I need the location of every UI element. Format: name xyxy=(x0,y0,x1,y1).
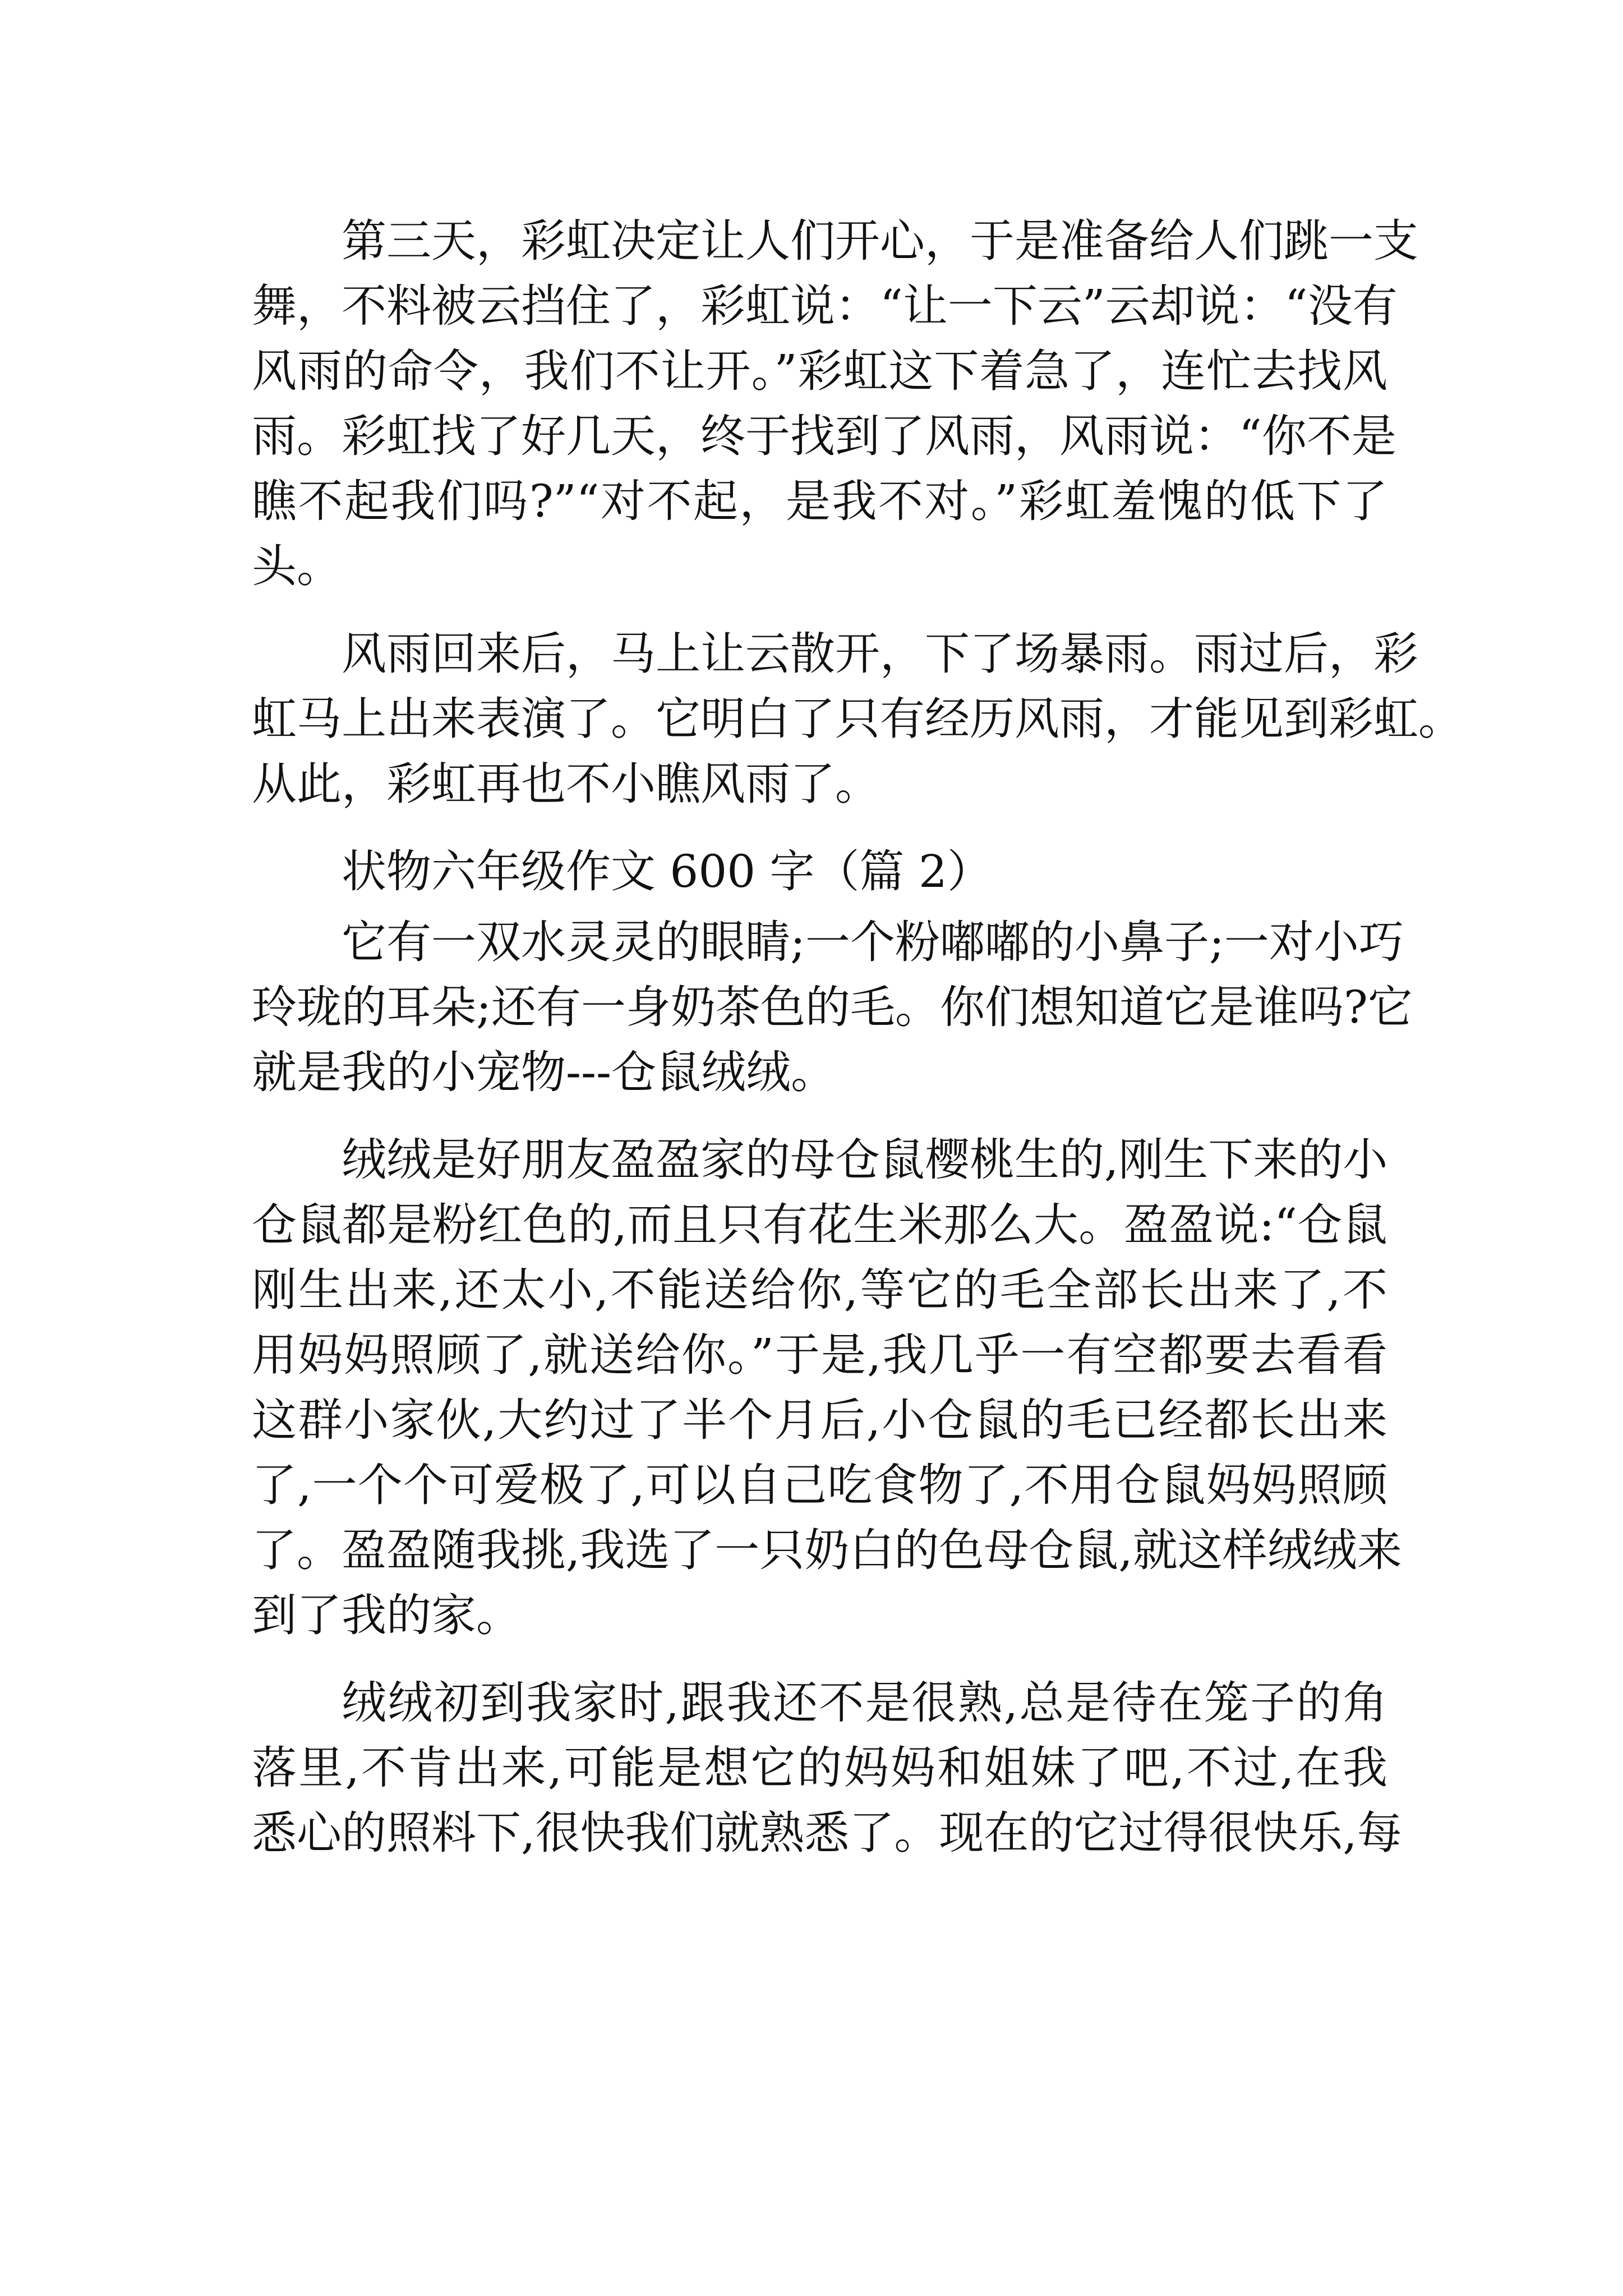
text-line: 用妈妈照顾了,就送给你。”于是,我几乎一有空都要去看看 xyxy=(252,1329,1387,1381)
text-line: 头。 xyxy=(252,540,342,592)
text-line: 就是我的小宠物---仓鼠绒绒。 xyxy=(252,1046,836,1098)
text-line: 落里,不肯出来,可能是想它的妈妈和姐妹了吧,不过,在我 xyxy=(252,1742,1387,1794)
paragraph xyxy=(252,209,1418,599)
text-line: 到了我的家。 xyxy=(252,1589,521,1641)
text-line: 了,一个个可爱极了,可以自己吃食物了,不用仓鼠妈妈照顾 xyxy=(252,1459,1387,1511)
text-line: 悉心的照料下,很快我们就熟悉了。现在的它过得很快乐,每 xyxy=(252,1807,1402,1859)
text-body xyxy=(252,209,1463,1866)
text-line: 虹马上出来表演了。它明白了只有经历风雨，才能见到彩虹。 xyxy=(252,693,1463,745)
paragraph xyxy=(252,1128,1402,1648)
text-line: 瞧不起我们吗?”“对不起，是我不对。”彩虹羞愧的低下了 xyxy=(252,475,1387,527)
text-line: 它有一双水灵灵的眼睛;一个粉嘟嘟的小鼻子;一对小巧 xyxy=(342,916,1404,968)
paragraph xyxy=(252,622,1463,817)
heading-line: 状物六年级作文 600 字（篇 2） xyxy=(342,845,992,898)
text-line: 雨。彩虹找了好几天，终于找到了风雨，风雨说：“你不是 xyxy=(252,410,1396,462)
text-line: 绒绒是好朋友盈盈家的母仓鼠樱桃生的,刚生下来的小 xyxy=(342,1134,1388,1186)
section-heading xyxy=(252,839,1387,904)
text-line: 风雨回来后，马上让云散开，下了场暴雨。雨过后，彩 xyxy=(342,628,1418,680)
text-line: 仓鼠都是粉红色的,而且只有花生米那么大。盈盈说:“仓鼠 xyxy=(252,1199,1387,1251)
text-line: 风雨的命令，我们不让开。”彩虹这下着急了，连忙去找风 xyxy=(252,345,1387,397)
text-line: 这群小家伙,大约过了半个月后,小仓鼠的毛已经都长出来 xyxy=(252,1394,1387,1446)
text-line: 了。盈盈随我挑,我选了一只奶白的色母仓鼠,就这样绒绒来 xyxy=(252,1524,1402,1576)
text-line: 绒绒初到我家时,跟我还不是很熟,总是待在笼子的角 xyxy=(342,1677,1387,1729)
text-line: 从此，彩虹再也不小瞧风雨了。 xyxy=(252,758,880,810)
paragraph xyxy=(252,910,1413,1105)
text-line: 舞，不料被云挡住了，彩虹说：“让一下云”云却说：“没有 xyxy=(252,280,1398,332)
paragraph xyxy=(252,1671,1402,1866)
text-line: 第三天，彩虹决定让人们开心，于是准备给人们跳一支 xyxy=(342,215,1418,267)
text-line: 刚生出来,还太小,不能送给你,等它的毛全部长出来了,不 xyxy=(252,1264,1387,1316)
text-line: 玲珑的耳朵;还有一身奶茶色的毛。你们想知道它是谁吗?它 xyxy=(252,981,1413,1033)
